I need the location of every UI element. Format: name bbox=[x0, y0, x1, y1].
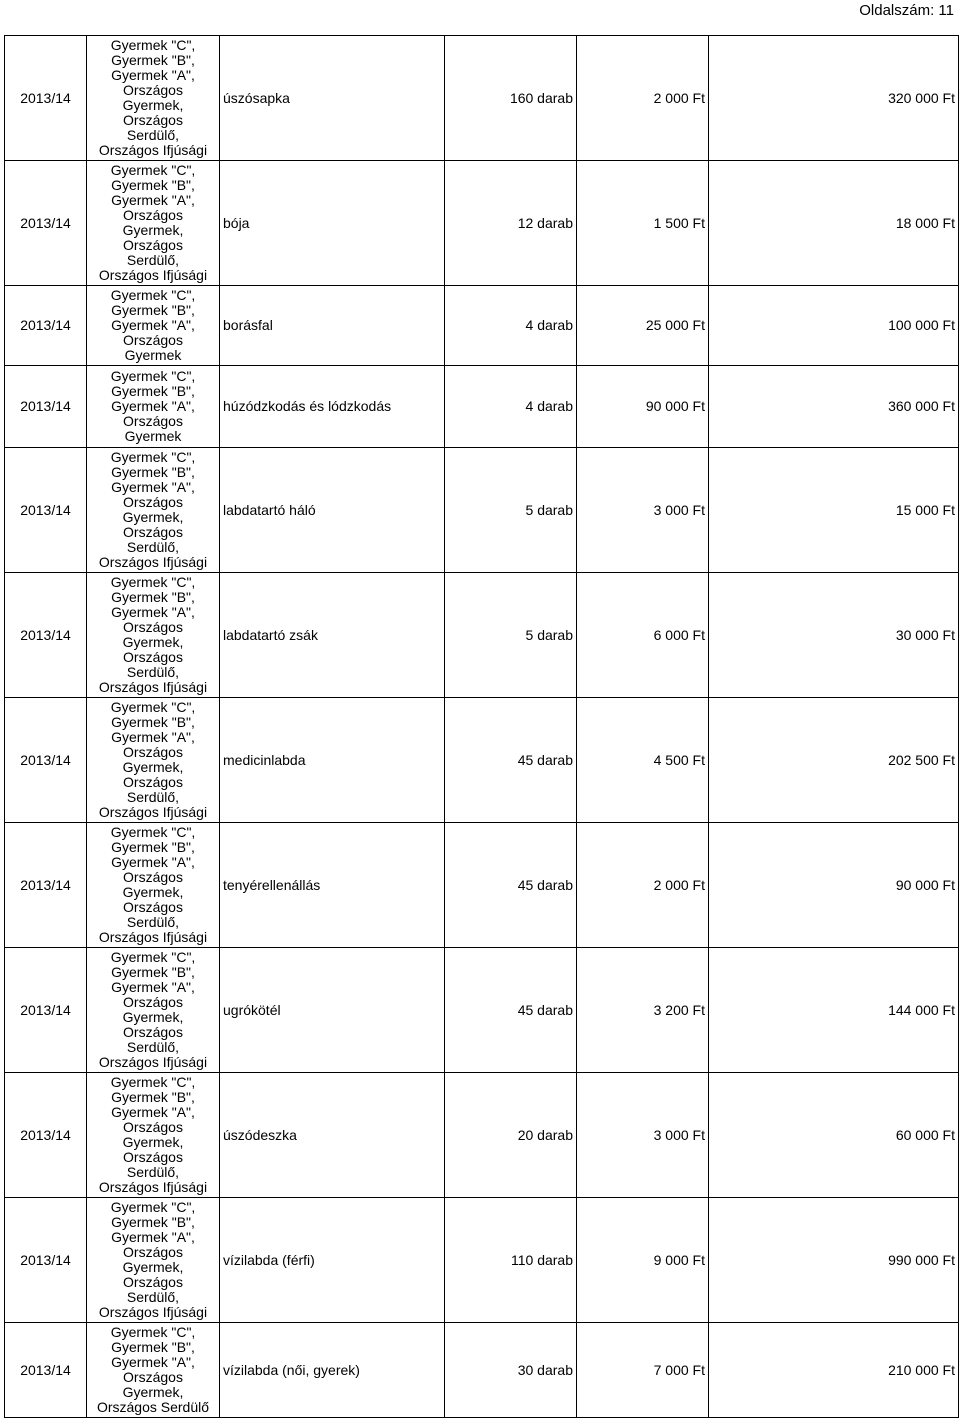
table-row bbox=[5, 1073, 959, 1198]
unit-price-cell: 1 500 Ft bbox=[577, 161, 709, 286]
table-row bbox=[5, 161, 959, 286]
quantity-cell: 12 darab bbox=[445, 161, 577, 286]
category-cell: Gyermek "C", Gyermek "B", Gyermek "A", Országos Gyermek, Országos Serdülő, Országos Ifjúsági bbox=[87, 36, 220, 161]
category-cell: Gyermek "C", Gyermek "B", Gyermek "A", Országos Gyermek, Országos Serdülő, Országos Ifjúsági bbox=[87, 1073, 220, 1198]
season-cell: 2013/14 bbox=[5, 366, 87, 448]
table-row bbox=[5, 1198, 959, 1323]
season-cell: 2013/14 bbox=[5, 948, 87, 1073]
table-row bbox=[5, 698, 959, 823]
category-cell: Gyermek "C", Gyermek "B", Gyermek "A", Országos Gyermek, Országos Serdülő bbox=[87, 1323, 220, 1418]
season-cell: 2013/14 bbox=[5, 1198, 87, 1323]
unit-price-cell: 6 000 Ft bbox=[577, 573, 709, 698]
unit-price-cell: 3 000 Ft bbox=[577, 448, 709, 573]
item-cell: medicinlabda bbox=[220, 698, 445, 823]
unit-price-cell: 9 000 Ft bbox=[577, 1198, 709, 1323]
season-cell: 2013/14 bbox=[5, 36, 87, 161]
equipment-table-body bbox=[5, 36, 959, 1418]
season-cell: 2013/14 bbox=[5, 448, 87, 573]
unit-price-cell: 4 500 Ft bbox=[577, 698, 709, 823]
table-row bbox=[5, 948, 959, 1073]
total-cell: 202 500 Ft bbox=[709, 698, 959, 823]
unit-price-cell: 90 000 Ft bbox=[577, 366, 709, 448]
season-cell: 2013/14 bbox=[5, 573, 87, 698]
item-cell: vízilabda (férfi) bbox=[220, 1198, 445, 1323]
total-cell: 60 000 Ft bbox=[709, 1073, 959, 1198]
item-cell: úszódeszka bbox=[220, 1073, 445, 1198]
total-cell: 15 000 Ft bbox=[709, 448, 959, 573]
quantity-cell: 45 darab bbox=[445, 698, 577, 823]
category-cell: Gyermek "C", Gyermek "B", Gyermek "A", Országos Gyermek, Országos Serdülő, Országos Ifjúsági bbox=[87, 698, 220, 823]
season-cell: 2013/14 bbox=[5, 161, 87, 286]
quantity-cell: 20 darab bbox=[445, 1073, 577, 1198]
quantity-cell: 110 darab bbox=[445, 1198, 577, 1323]
category-cell: Gyermek "C", Gyermek "B", Gyermek "A", Országos Gyermek, Országos Serdülő, Országos Ifjúsági bbox=[87, 573, 220, 698]
item-cell: vízilabda (női, gyerek) bbox=[220, 1323, 445, 1418]
quantity-cell: 4 darab bbox=[445, 366, 577, 448]
category-cell: Gyermek "C", Gyermek "B", Gyermek "A", Országos Gyermek, Országos Serdülő, Országos Ifjúsági bbox=[87, 948, 220, 1073]
item-cell: ugrókötél bbox=[220, 948, 445, 1073]
quantity-cell: 4 darab bbox=[445, 286, 577, 366]
unit-price-cell: 2 000 Ft bbox=[577, 823, 709, 948]
table-row bbox=[5, 448, 959, 573]
category-cell: Gyermek "C", Gyermek "B", Gyermek "A", Országos Gyermek, Országos Serdülő, Országos Ifjúsági bbox=[87, 448, 220, 573]
unit-price-cell: 3 200 Ft bbox=[577, 948, 709, 1073]
table-row bbox=[5, 823, 959, 948]
item-cell: tenyérellenállás bbox=[220, 823, 445, 948]
table-row bbox=[5, 573, 959, 698]
item-cell: labdatartó zsák bbox=[220, 573, 445, 698]
total-cell: 320 000 Ft bbox=[709, 36, 959, 161]
page-number: Oldalszám: 11 bbox=[859, 2, 954, 19]
total-cell: 210 000 Ft bbox=[709, 1323, 959, 1418]
category-cell: Gyermek "C", Gyermek "B", Gyermek "A", Országos Gyermek bbox=[87, 286, 220, 366]
category-cell: Gyermek "C", Gyermek "B", Gyermek "A", Országos Gyermek bbox=[87, 366, 220, 448]
quantity-cell: 45 darab bbox=[445, 948, 577, 1073]
table-row bbox=[5, 1323, 959, 1418]
total-cell: 18 000 Ft bbox=[709, 161, 959, 286]
season-cell: 2013/14 bbox=[5, 1323, 87, 1418]
total-cell: 30 000 Ft bbox=[709, 573, 959, 698]
unit-price-cell: 2 000 Ft bbox=[577, 36, 709, 161]
item-cell: húzódzkodás és lódzkodás bbox=[220, 366, 445, 448]
quantity-cell: 160 darab bbox=[445, 36, 577, 161]
quantity-cell: 45 darab bbox=[445, 823, 577, 948]
item-cell: borásfal bbox=[220, 286, 445, 366]
season-cell: 2013/14 bbox=[5, 286, 87, 366]
unit-price-cell: 3 000 Ft bbox=[577, 1073, 709, 1198]
item-cell: bója bbox=[220, 161, 445, 286]
category-cell: Gyermek "C", Gyermek "B", Gyermek "A", Országos Gyermek, Országos Serdülő, Országos Ifjúsági bbox=[87, 823, 220, 948]
total-cell: 100 000 Ft bbox=[709, 286, 959, 366]
item-cell: labdatartó háló bbox=[220, 448, 445, 573]
table-row bbox=[5, 36, 959, 161]
table-row bbox=[5, 286, 959, 366]
unit-price-cell: 25 000 Ft bbox=[577, 286, 709, 366]
category-cell: Gyermek "C", Gyermek "B", Gyermek "A", Országos Gyermek, Országos Serdülő, Országos Ifjúsági bbox=[87, 161, 220, 286]
season-cell: 2013/14 bbox=[5, 698, 87, 823]
quantity-cell: 5 darab bbox=[445, 448, 577, 573]
quantity-cell: 5 darab bbox=[445, 573, 577, 698]
total-cell: 90 000 Ft bbox=[709, 823, 959, 948]
category-cell: Gyermek "C", Gyermek "B", Gyermek "A", Országos Gyermek, Országos Serdülő, Országos Ifjúsági bbox=[87, 1198, 220, 1323]
season-cell: 2013/14 bbox=[5, 823, 87, 948]
total-cell: 144 000 Ft bbox=[709, 948, 959, 1073]
total-cell: 360 000 Ft bbox=[709, 366, 959, 448]
season-cell: 2013/14 bbox=[5, 1073, 87, 1198]
item-cell: úszósapka bbox=[220, 36, 445, 161]
equipment-table bbox=[4, 35, 959, 1418]
total-cell: 990 000 Ft bbox=[709, 1198, 959, 1323]
table-row bbox=[5, 366, 959, 448]
quantity-cell: 30 darab bbox=[445, 1323, 577, 1418]
unit-price-cell: 7 000 Ft bbox=[577, 1323, 709, 1418]
